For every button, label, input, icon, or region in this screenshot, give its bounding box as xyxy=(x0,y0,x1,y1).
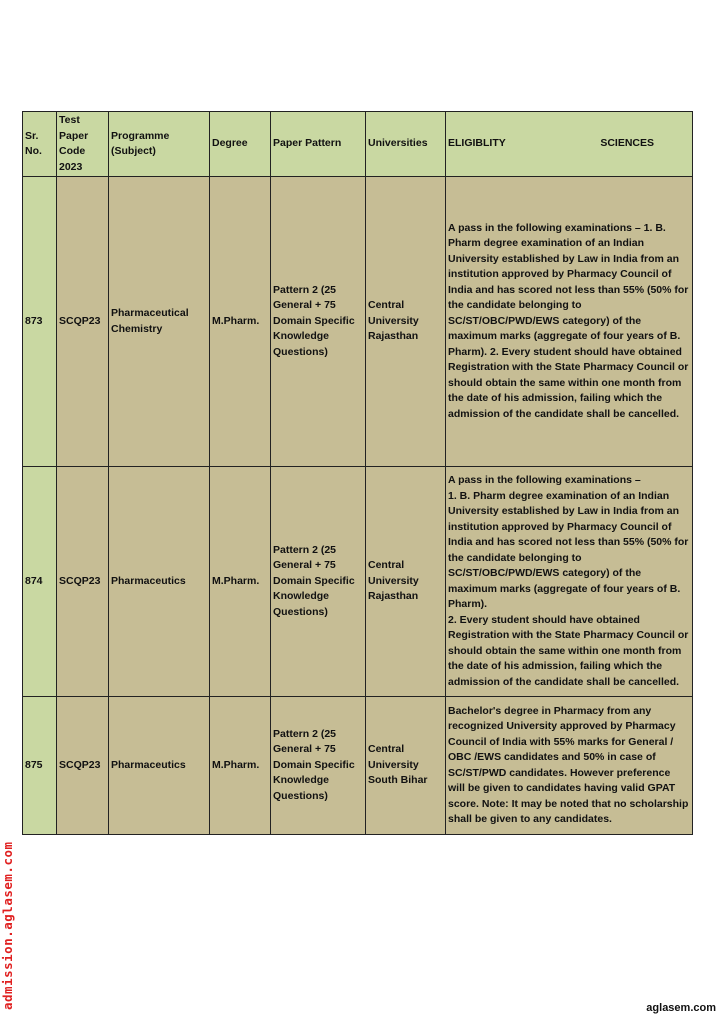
header-eligibility-label: ELIGIBLITY xyxy=(448,137,506,150)
table-header-row xyxy=(23,112,693,177)
cell-programme: Pharmaceutical Chemistry xyxy=(109,177,210,467)
cell-eligibility: A pass in the following examinations – 1. B. Pharm degree examination of an Indian University established by Law in India from an institution approved by Pharmacy Council of India and has scored not less than 55% (50% for the candidate belonging to SC/ST/OBC/PWD/EWS category) of the maximum marks (aggregate of four years of B. Pharm). 2. Every student should have obtained Registration with the State Pharmacy Council or should obtain the same within one month from the date of his admission, failing which the admission of the candidate shall be cancelled. xyxy=(446,467,693,697)
cell-code: SCQP23 xyxy=(57,177,109,467)
cell-programme: Pharmaceutics xyxy=(109,467,210,697)
cell-eligibility: Bachelor's degree in Pharmacy from any recognized University approved by Pharmacy Council of India with 55% marks for General / OBC /EWS candidates and 50% in case of SC/ST/PWD candidates. However preference will be given to candidates having valid GPAT score. Note: It may be noted that no scholarship shall be given to any candidates. xyxy=(446,697,693,835)
cell-university: Central University South Bihar xyxy=(366,697,446,835)
header-paper-pattern: Paper Pattern xyxy=(271,112,366,177)
header-programme: Programme (Subject) xyxy=(109,112,210,177)
cell-degree: M.Pharm. xyxy=(210,177,271,467)
cell-sr-no: 873 xyxy=(23,177,57,467)
side-watermark: admission.aglasem.com xyxy=(0,841,15,1010)
table-row xyxy=(23,467,693,697)
cell-eligibility: A pass in the following examinations – 1. B. Pharm degree examination of an Indian University established by Law in India from an institution approved by Pharmacy Council of India and has scored not less than 55% (50% for the candidate belonging to SC/ST/OBC/PWD/EWS category) of the maximum marks (aggregate of four years of B. Pharm). 2. Every student should have obtained Registration with the State Pharmacy Council or should obtain the same within one month from the date of his admission, failing which the admission of the candidate shall be cancelled. xyxy=(446,177,693,467)
header-sciences-label: SCIENCES xyxy=(600,137,654,150)
cell-university: Central University Rajasthan xyxy=(366,467,446,697)
cell-pattern: Pattern 2 (25 General + 75 Domain Specific Knowledge Questions) xyxy=(271,467,366,697)
cell-code: SCQP23 xyxy=(57,467,109,697)
header-universities: Universities xyxy=(366,112,446,177)
bottom-right-watermark: aglasem.com xyxy=(646,1002,716,1014)
cell-degree: M.Pharm. xyxy=(210,467,271,697)
cell-code: SCQP23 xyxy=(57,697,109,835)
cell-sr-no: 875 xyxy=(23,697,57,835)
cell-pattern: Pattern 2 (25 General + 75 Domain Specific Knowledge Questions) xyxy=(271,177,366,467)
cell-degree: M.Pharm. xyxy=(210,697,271,835)
table-row xyxy=(23,177,693,467)
table-row xyxy=(23,697,693,835)
cell-university: Central University Rajasthan xyxy=(366,177,446,467)
cell-pattern: Pattern 2 (25 General + 75 Domain Specific Knowledge Questions) xyxy=(271,697,366,835)
header-sr-no: Sr. No. xyxy=(23,112,57,177)
cell-programme: Pharmaceutics xyxy=(109,697,210,835)
eligibility-table xyxy=(22,111,693,835)
cell-sr-no: 874 xyxy=(23,467,57,697)
header-test-paper-code: Test Paper Code 2023 xyxy=(57,112,109,177)
header-eligibility xyxy=(446,112,693,177)
header-degree: Degree xyxy=(210,112,271,177)
